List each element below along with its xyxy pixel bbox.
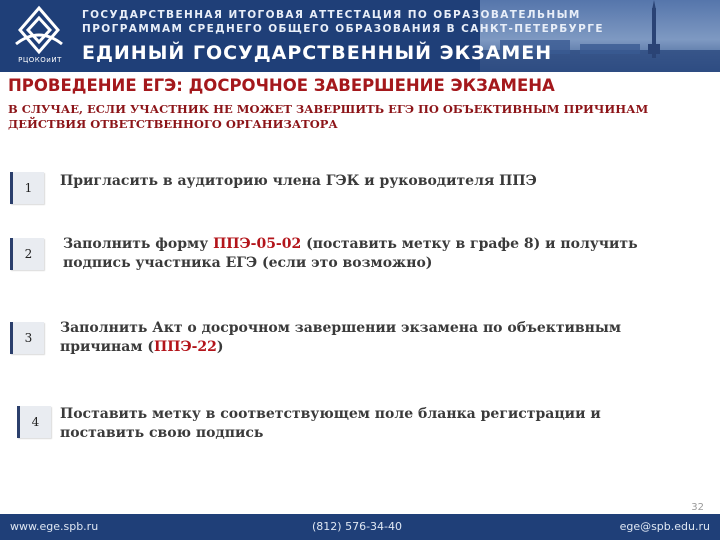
- header-title: ЕДИНЫЙ ГОСУДАРСТВЕННЫЙ ЭКЗАМЕН: [82, 42, 553, 64]
- step-text-3: [60, 319, 690, 357]
- footer-website[interactable]: www.ege.spb.ru: [10, 520, 99, 533]
- subtitle-line-1: В СЛУЧАЕ, ЕСЛИ УЧАСТНИК НЕ МОЖЕТ ЗАВЕРШИТЬ ЕГЭ ПО ОБЪЕКТИВНЫМ ПРИЧИНАМ: [8, 102, 649, 116]
- form-code-ppe-22: ППЭ-22: [154, 339, 217, 355]
- header-line-2: ПРОГРАММАМ СРЕДНЕГО ОБЩЕГО ОБРАЗОВАНИЯ В САНКТ-ПЕТЕРБУРГЕ: [82, 23, 604, 35]
- footer-phone: (812) 576-34-40: [312, 520, 403, 533]
- step-number-1: 1: [10, 172, 44, 204]
- slide-subtitle: [8, 102, 713, 132]
- step-text-1: Пригласить в аудиторию члена ГЭК и руководителя ППЭ: [60, 173, 537, 189]
- step-number-2: 2: [10, 238, 44, 270]
- footer-email[interactable]: ege@spb.edu.ru: [619, 520, 710, 533]
- page-number: 32: [691, 502, 704, 513]
- step-text-4: Поставить метку в соответствующем поле бланка регистрации и поставить свою подпись: [60, 406, 601, 441]
- slide-title: ПРОВЕДЕНИЕ ЕГЭ: ДОСРОЧНОЕ ЗАВЕРШЕНИЕ ЭКЗАМЕНА: [8, 76, 555, 95]
- step-text-2: [63, 235, 693, 273]
- header-line-1: ГОСУДАРСТВЕННАЯ ИТОГОВАЯ АТТЕСТАЦИЯ ПО ОБРАЗОВАТЕЛЬНЫМ: [82, 9, 581, 21]
- step-2-text-end: (поставить метку в графе 8) и получить подпись участника ЕГЭ (если это возможно): [63, 236, 638, 271]
- subtitle-line-2: ДЕЙСТВИЯ ОТВЕТСТВЕННОГО ОРГАНИЗАТОРА: [8, 117, 338, 131]
- form-code-ppe-05-02: ППЭ-05-02: [213, 236, 302, 252]
- step-3-text-end: ): [216, 339, 224, 355]
- step-number-3: 3: [10, 322, 44, 354]
- step-2-text-start: Заполнить форму: [63, 236, 214, 252]
- header-banner: [0, 0, 720, 72]
- step-number-4: 4: [17, 406, 51, 438]
- logo-caption: РЦОКОиИТ: [18, 56, 62, 64]
- step-3-text-start: Заполнить Акт о досрочном завершении экзамена по объективным причинам (: [60, 320, 622, 355]
- footer-bar: [0, 514, 720, 540]
